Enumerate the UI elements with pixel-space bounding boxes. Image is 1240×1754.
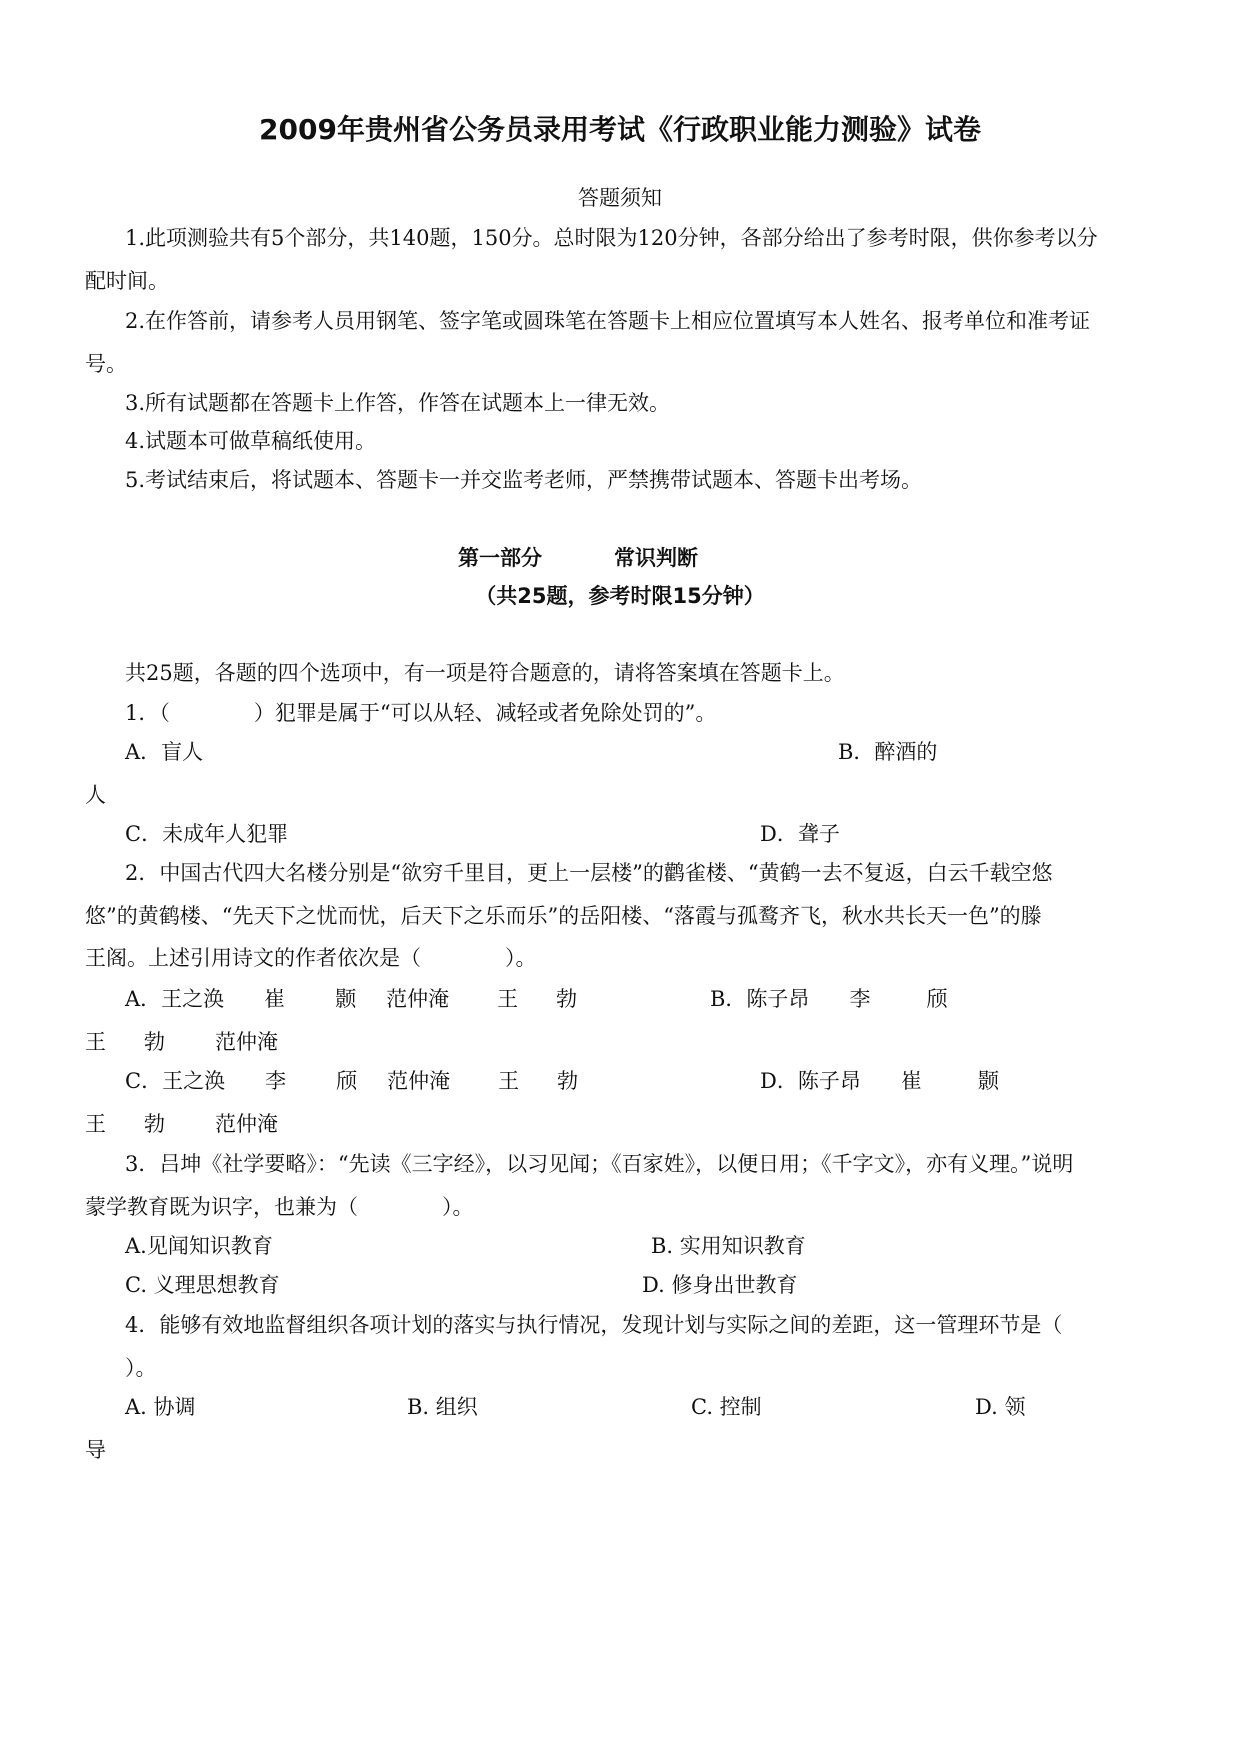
q2-c-part: 王 [498,1069,520,1093]
q2-b-wrap-part: 勃 [144,1030,165,1054]
notice-item-4: 4.试题本可做草稿纸使用。 [125,429,377,453]
q3-option-d: D. 修身出世教育 [642,1273,798,1297]
q2-d-wrap-part: 范仲淹 [215,1112,278,1136]
q3-stem-line-1: 3．吕坤《社学要略》：“先读《三字经》，以习见闻；《百家姓》，以便日用；《千字文》，亦有义理。”说明 [125,1152,1074,1176]
exam-title: 2009年贵州省公务员录用考试《行政职业能力测验》试卷 [259,113,981,146]
notice-item-1-line-2: 配时间。 [85,269,169,293]
notice-item-3: 3.所有试题都在答题卡上作答，作答在试题本上一律无效。 [125,391,671,415]
q3-option-b: B. 实用知识教育 [651,1234,806,1258]
q2-d-wrap-part: 王 [85,1112,106,1136]
q3-option-a: A.见闻知识教育 [125,1234,273,1258]
q4-stem-line-2: ）。 [125,1356,157,1380]
q2-stem-line-2: 悠”的黄鹤楼、“先天下之忧而忧，后天下之乐而乐”的岳阳楼、“落霞与孤鹜齐飞，秋水共长天一色”的滕 [85,904,1042,928]
q2-d-part: 崔 [900,1069,922,1093]
q2-c-part: 范仲淹 [387,1069,451,1093]
q2-a-part: 王 [497,987,519,1011]
q2-c-part: 李 [265,1069,287,1093]
q2-stem-line-1: 2．中国古代四大名楼分别是“欲穷千里目，更上一层楼”的鹳雀楼、“黄鹤一去不复返，白云千载空悠 [125,861,1053,885]
q2-option-d [760,1066,999,1096]
q3-stem-line-2: 蒙学教育既为识字，也兼为（ ）。 [85,1195,474,1219]
q2-option-b-wrap [85,1027,278,1057]
q3-option-c: C. 义理思想教育 [125,1273,280,1297]
q2-option-c [125,1066,578,1096]
q2-b-wrap-part: 范仲淹 [215,1030,278,1054]
notice-item-2-line-2: 号。 [85,352,127,376]
q2-a-part: 范仲淹 [386,987,450,1011]
q2-c-part: 颀 [336,1069,358,1093]
q2-option-d-wrap [85,1109,278,1139]
q2-c-part: C．王之涣 [125,1069,226,1093]
q2-option-b [710,984,947,1014]
q2-a-part: 崔 [264,987,286,1011]
q1-option-d: D．聋子 [760,822,840,846]
q2-b-part: B．陈子昂 [710,987,810,1011]
q4-option-d-wrap: 导 [85,1438,106,1462]
notice-heading: 答题须知 [578,186,662,210]
q4-option-d: D. 领 [975,1395,1026,1419]
q4-option-a: A. 协调 [125,1395,196,1419]
q2-d-wrap-part: 勃 [144,1112,165,1136]
q1-option-b-wrap: 人 [85,783,106,807]
notice-item-1-line-1: 1.此项测验共有5个部分，共140题，150分。总时限为120分钟，各部分给出了参考时限，供你参考以分 [125,226,1098,250]
q2-b-wrap-part: 王 [85,1030,106,1054]
q2-a-part: A．王之涣 [125,987,225,1011]
q2-option-a [125,984,577,1014]
q1-option-c: C．未成年人犯罪 [125,822,289,846]
q2-a-part: 颢 [335,987,357,1011]
q2-b-part: 颀 [926,987,948,1011]
q4-option-c: C. 控制 [691,1395,762,1419]
q1-option-b: B．醉酒的 [838,740,938,764]
q4-option-b: B. 组织 [407,1395,478,1419]
q2-stem-line-3: 王阁。上述引用诗文的作者依次是（ ）。 [85,946,537,970]
q1-option-a: A．盲人 [125,740,204,764]
q2-d-part: D．陈子昂 [760,1069,861,1093]
q2-b-part: 李 [849,987,871,1011]
q2-c-part: 勃 [557,1069,579,1093]
notice-item-5: 5.考试结束后，将试题本、答题卡一并交监考老师，严禁携带试题本、答题卡出考场。 [125,468,923,492]
q2-a-part: 勃 [556,987,578,1011]
q2-d-part: 颢 [977,1069,999,1093]
section-subtitle: （共25题，参考时限15分钟） [475,584,765,608]
notice-item-2-line-1: 2.在作答前，请参考人员用钢笔、签字笔或圆珠笔在答题卡上相应位置填写本人姓名、报考单位和准考证 [125,309,1091,333]
q4-stem-line-1: 4．能够有效地监督组织各项计划的落实与执行情况，发现计划与实际之间的差距，这一管理环节是（ [125,1313,1063,1337]
section-intro: 共25题，各题的四个选项中，有一项是符合题意的，请将答案填在答题卡上。 [125,661,845,685]
section-part: 第一部分 [458,546,542,570]
section-name: 常识判断 [614,546,698,570]
q1-stem: 1．（ ）犯罪是属于“可以从轻、减轻或者免除处罚的”。 [125,701,717,725]
